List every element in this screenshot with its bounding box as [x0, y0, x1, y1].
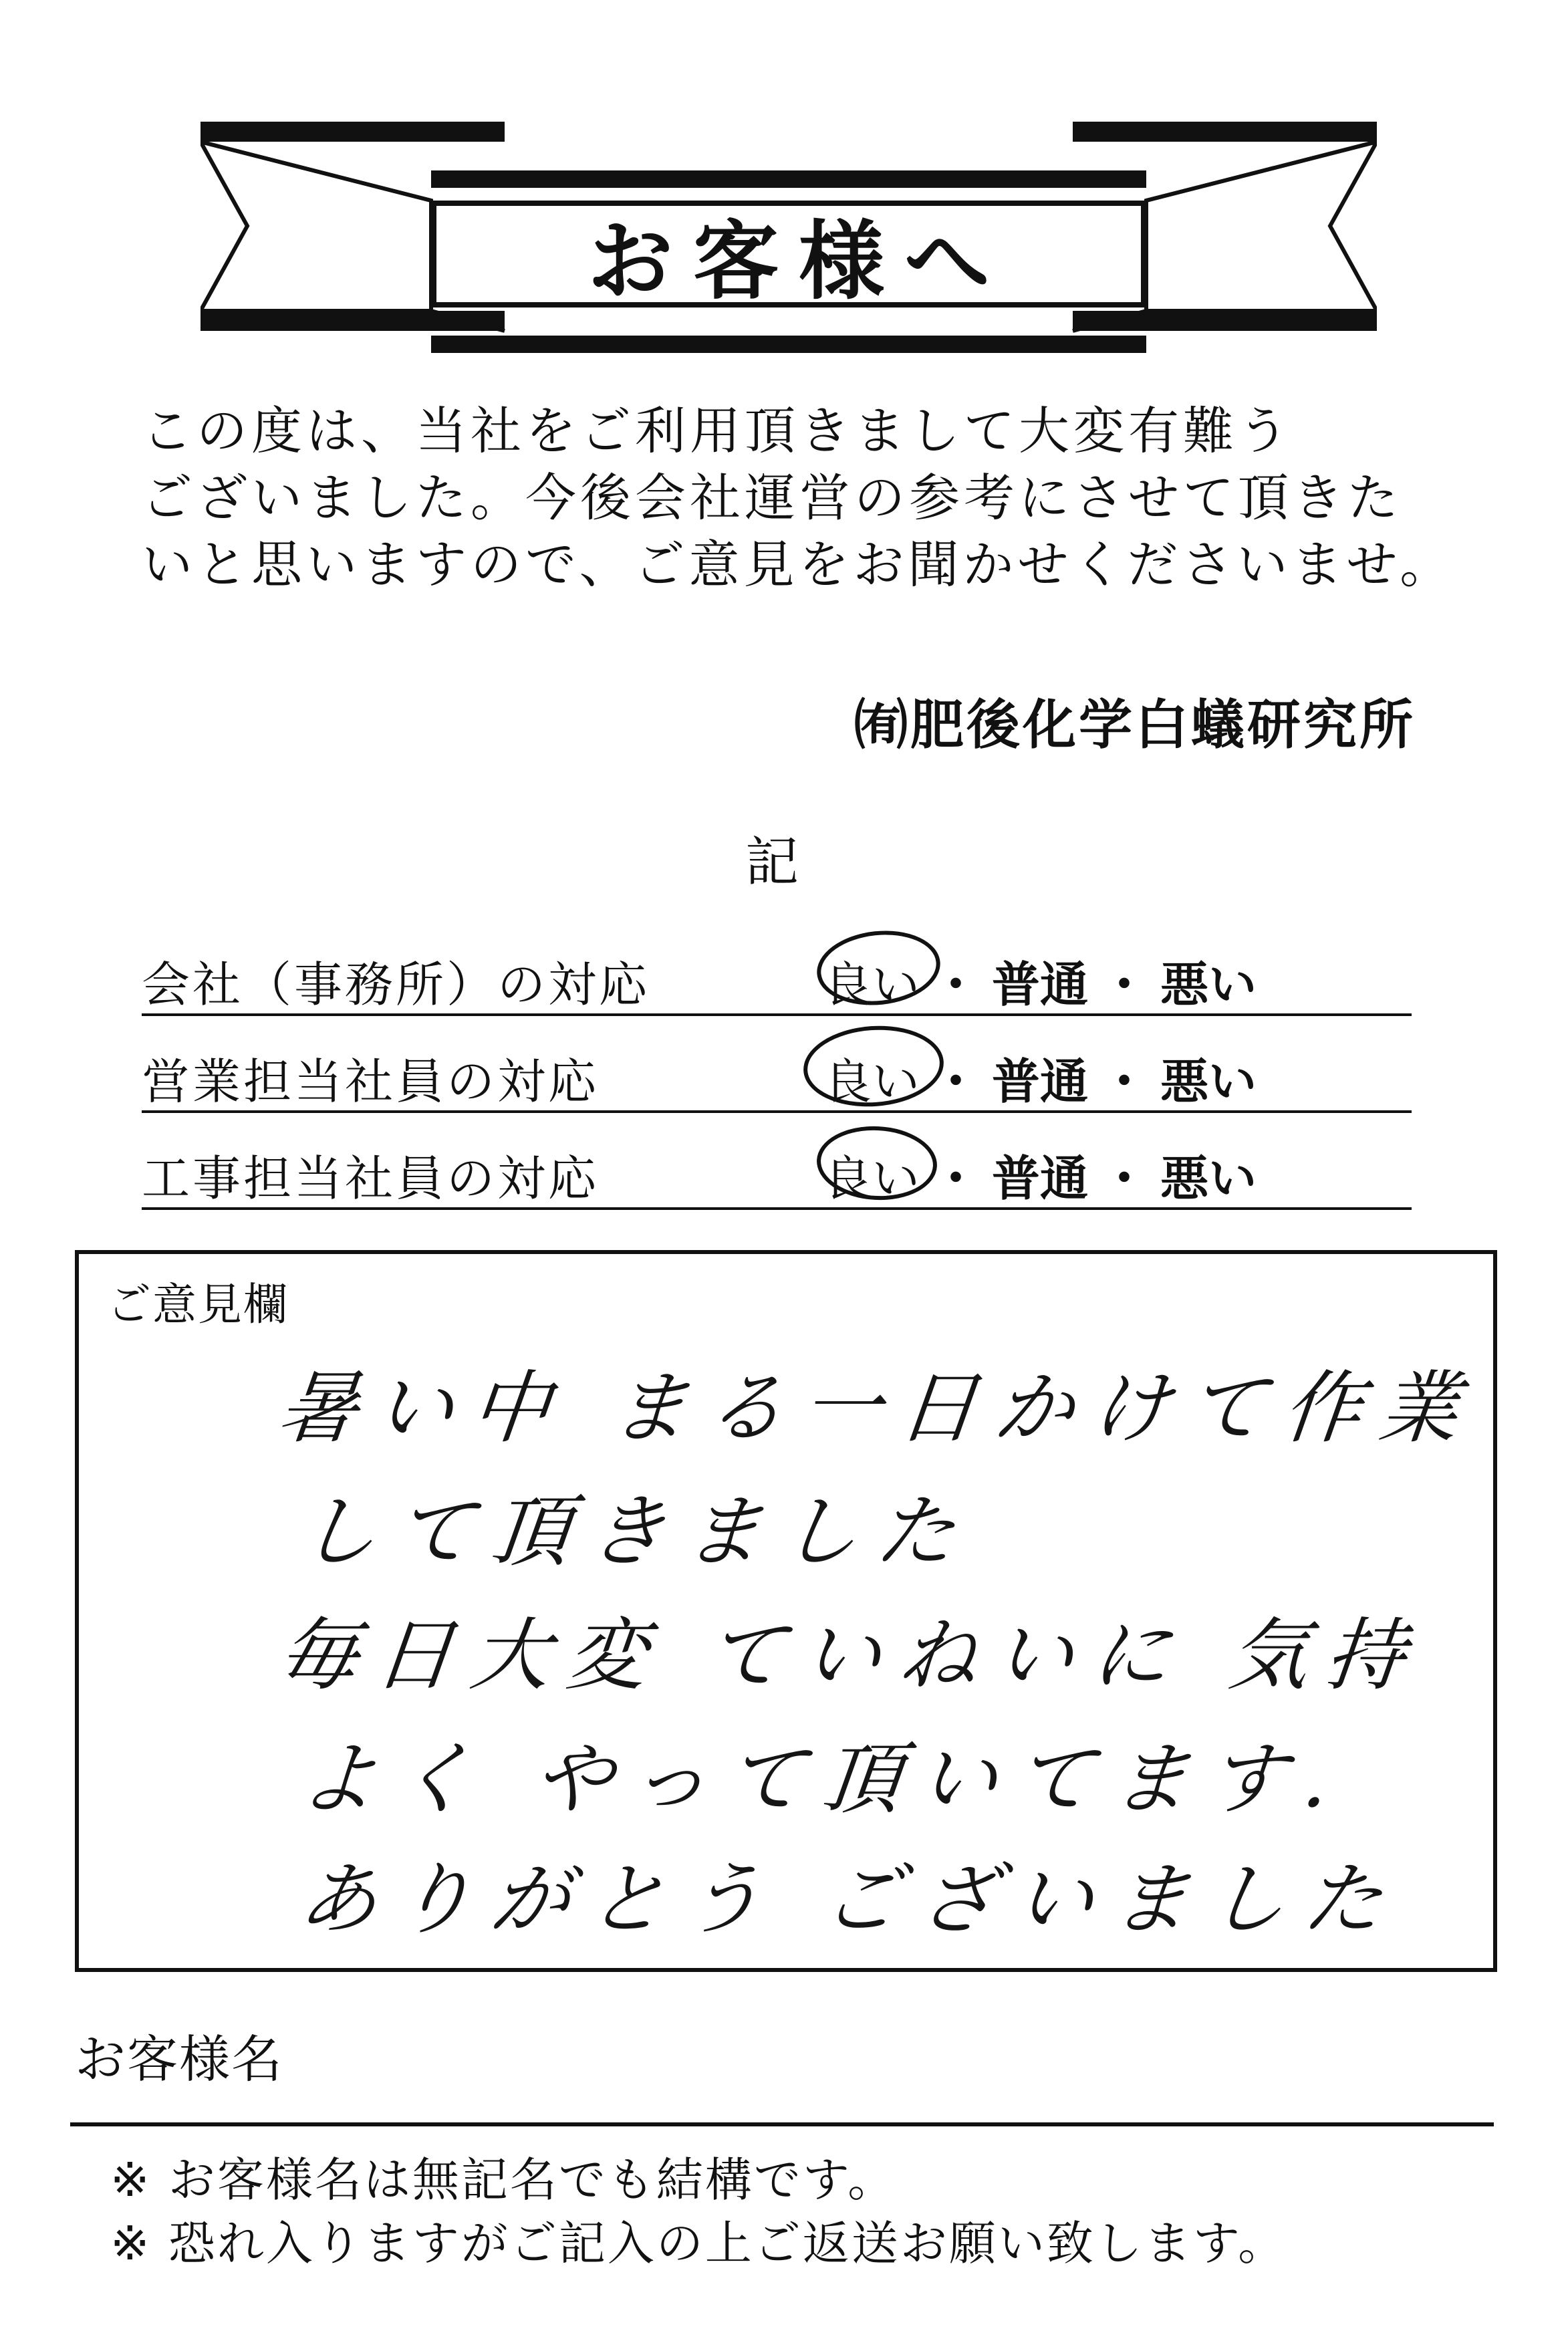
separator: ・	[1100, 1150, 1149, 1207]
intro-line: この度は、当社をご利用頂きまして大変有難う	[142, 401, 1293, 461]
eval-label: 会社（事務所）の対応	[142, 957, 650, 1013]
option-normal[interactable]: 普通	[992, 957, 1089, 1013]
eval-row-sales	[142, 1016, 1412, 1113]
option-normal[interactable]: 普通	[992, 1054, 1089, 1110]
option-bad[interactable]: 悪い	[1160, 1150, 1257, 1207]
customer-name-label: お客様名	[75, 2029, 283, 2089]
title-box	[431, 201, 1146, 312]
eval-row-construction	[142, 1113, 1412, 1210]
page-title: お客様へ	[587, 211, 1010, 312]
option-good[interactable]: 良い	[823, 957, 920, 1013]
option-bad[interactable]: 悪い	[1160, 1054, 1257, 1110]
option-good[interactable]: 良い	[823, 1054, 920, 1110]
separator: ・	[1100, 1054, 1149, 1110]
separator: ・	[932, 1150, 981, 1207]
separator: ・	[932, 957, 981, 1013]
eval-label: 営業担当社員の対応	[142, 1054, 600, 1110]
intro-paragraph	[142, 398, 1455, 598]
handwritten-line: ありがとう ございました	[293, 1853, 1405, 1945]
intro-line: ございました。今後会社運営の参考にさせて頂きた	[142, 468, 1402, 527]
customer-name-underline	[70, 2122, 1494, 2126]
separator: ・	[932, 1054, 981, 1110]
customer-name-field[interactable]	[348, 2032, 1417, 2099]
eval-label: 工事担当社員の対応	[142, 1150, 600, 1207]
note-return: ※ 恐れ入りますがご記入の上ご返送お願い致します。	[110, 2216, 1287, 2271]
option-good[interactable]: 良い	[823, 1150, 920, 1207]
eval-row-office	[142, 919, 1412, 1016]
comment-box[interactable]	[75, 1250, 1497, 1972]
record-mark: 記	[745, 831, 799, 893]
handwritten-line: して頂きました	[293, 1485, 978, 1578]
separator: ・	[1100, 957, 1149, 1013]
company-name: ㈲肥後化学白蟻研究所	[854, 694, 1416, 756]
note-anonymous: ※ お客様名は無記名でも結構です。	[110, 2152, 897, 2207]
intro-line: いと思いますので、ご意見をお聞かせくださいませ。	[142, 535, 1455, 594]
option-bad[interactable]: 悪い	[1160, 957, 1257, 1013]
option-normal[interactable]: 普通	[992, 1150, 1089, 1207]
header-ribbon	[201, 114, 1377, 368]
handwritten-line: 毎日大変 ていねいに 気持	[273, 1609, 1428, 1701]
handwritten-line: よく やって頂いてます.	[293, 1733, 1351, 1825]
handwritten-line: 暑い中 まる一日かけて作業	[273, 1362, 1481, 1454]
comment-label: ご意見欄	[107, 1279, 289, 1330]
